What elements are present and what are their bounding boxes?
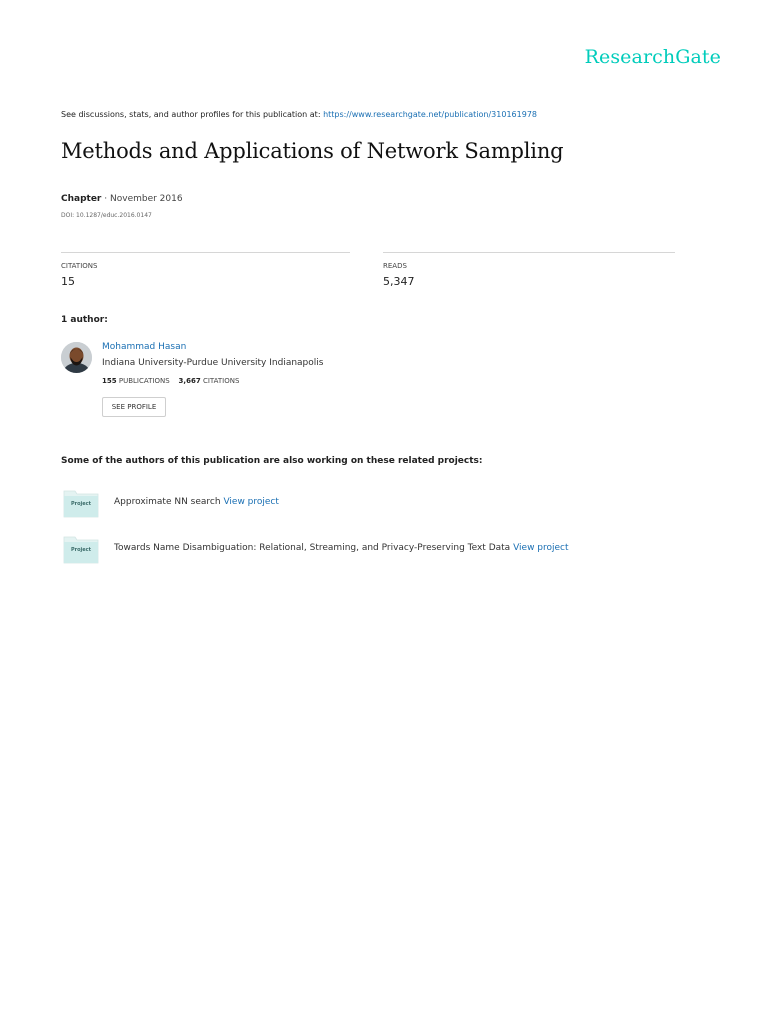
citations-label: CITATIONS	[61, 262, 98, 270]
reads-label: READS	[383, 262, 407, 270]
see-profile-button[interactable]: SEE PROFILE	[102, 397, 166, 417]
author-avatar[interactable]	[61, 342, 92, 373]
related-projects-heading: Some of the authors of this publication are also working on these related projects:	[61, 456, 483, 466]
authors-heading: 1 author:	[61, 315, 108, 325]
project-title: Towards Name Disambiguation: Relational, Streaming, and Privacy-Preserving Text Data	[114, 543, 511, 553]
publication-date: November 2016	[110, 194, 183, 204]
reads-divider	[383, 252, 675, 253]
publication-url-link[interactable]: https://www.researchgate.net/publication/310161978	[323, 110, 537, 119]
researchgate-logo[interactable]: ResearchGate	[584, 46, 721, 68]
reads-value: 5,347	[383, 275, 415, 288]
project-folder-icon[interactable]	[63, 534, 99, 564]
publications-label: PUBLICATIONS	[118, 377, 170, 385]
publication-type: Chapter	[61, 194, 102, 204]
publications-count: 155	[102, 377, 117, 385]
discussion-text: See discussions, stats, and author profiles for this publication at:	[61, 110, 321, 119]
author-photo-icon	[61, 342, 92, 373]
project-folder-icon[interactable]	[63, 488, 99, 518]
related-project-item	[114, 543, 569, 553]
project-icon-label: Project	[70, 501, 92, 507]
citations-value: 15	[61, 275, 75, 288]
author-citations-count: 3,667	[178, 377, 201, 385]
author-name-link[interactable]: Mohammad Hasan	[102, 342, 187, 352]
author-affiliation: Indiana University-Purdue University Indianapolis	[102, 358, 324, 368]
related-project-item	[114, 497, 279, 507]
view-project-link[interactable]: View project	[513, 543, 569, 553]
citations-divider	[61, 252, 350, 253]
discussion-notice	[61, 110, 537, 119]
publication-doi: DOI: 10.1287/educ.2016.0147	[61, 212, 152, 219]
project-title: Approximate NN search	[114, 497, 221, 507]
author-citations-label: CITATIONS	[202, 377, 240, 385]
view-project-link[interactable]: View project	[223, 497, 279, 507]
author-metrics	[102, 377, 239, 385]
separator-dot: ·	[104, 194, 108, 204]
publication-type-line	[61, 194, 183, 204]
publication-title: Methods and Applications of Network Sampling	[61, 139, 564, 163]
project-icon-label: Project	[70, 547, 92, 553]
